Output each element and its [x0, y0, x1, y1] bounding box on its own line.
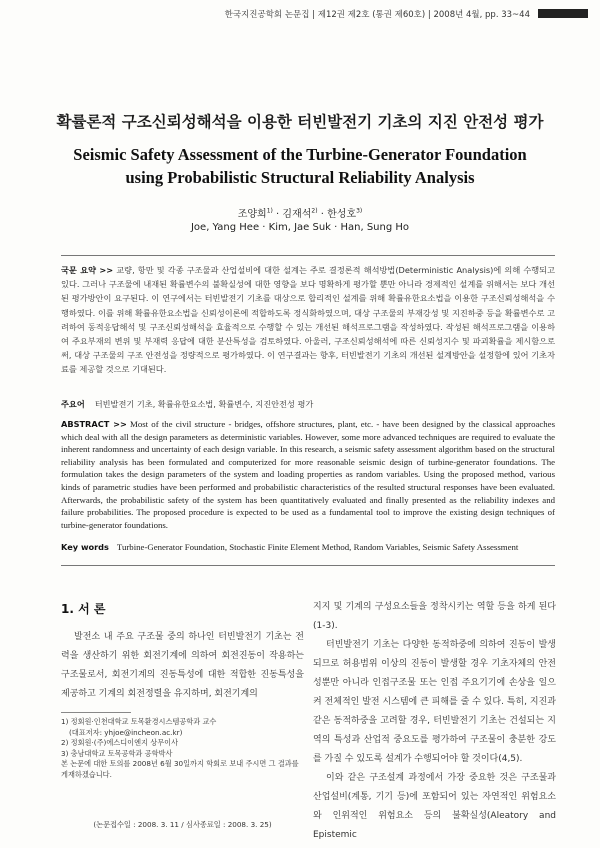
- author-name: 한성호: [327, 209, 357, 220]
- footnotes: [61, 717, 304, 781]
- author-name: 조양희: [237, 209, 267, 220]
- author-name: 김재석: [282, 209, 312, 220]
- body-paragraph: 이와 같은 구조설계 과정에서 가장 중요한 것은 구조물과 산업설비(계통, 기기 등)에 포함되어 있는 자연적인 위험요소와 인위적인 위험요소 등의 불확실성(Aleatory and Epistemic: [313, 773, 556, 840]
- authors-english: Joe, Yang Hee · Kim, Jae Suk · Han, Sung Ho: [190, 222, 410, 233]
- keywords-korean: [61, 399, 555, 410]
- abstract-divider: [61, 255, 555, 256]
- keywords-english-lead: Key words: [61, 542, 109, 552]
- footnote: (대표저자: yhjoe@incheon.ac.kr): [69, 727, 183, 737]
- keywords-korean-text: 터빈발전기 기초, 확률유한요소법, 확률변수, 지진안전성 평가: [94, 399, 314, 409]
- title-english-line2: using Probabilistic Structural Reliability Analysis: [125, 168, 475, 187]
- author-mark: 1): [266, 207, 273, 215]
- keywords-korean-lead: 주요어: [61, 399, 85, 409]
- footnote-divider: [61, 712, 131, 713]
- title-english-line1: Seismic Safety Assessment of the Turbine-Generator Foundation: [73, 145, 527, 164]
- footnote: 2) 정회원·(주)에스디이엔지 상무이사: [61, 738, 179, 748]
- keywords-english-text: Turbine-Generator Foundation, Stochastic Finite Element Method, Random Variables, Seismic Safety Assessment: [116, 542, 519, 552]
- body-paragraph: 터빈발전기 기초는 다양한 동적하중에 의하여 진동이 발생되므로 허용범위 이상의 진동이 발생할 경우 기초자체의 안전성뿐만 아니라 인접구조물 또는 인접 주요기기에 손상을 일으켜 전체적인 발전 시스템에 큰 피해를 줄 수 있다. 특히, 지진과 같은 동적하중을 고려할 경우, 터빈발전기 기초는 건설되는 지역의 특성과 산업적 중요도를 평가하여 구조물이 충분한 강도를 가질 수 있도록 설계가 수행되어야 할 것이다(4,5).: [313, 640, 556, 764]
- title-korean: 확률론적 구조신뢰성해석을 이용한 터빈발전기 기초의 지진 안전성 평가: [56, 113, 544, 131]
- author-mark: 3): [356, 207, 363, 215]
- authors-korean: [0, 205, 600, 220]
- abstract-korean: [61, 263, 555, 377]
- abstract-english-lead: ABSTRACT >>: [61, 419, 127, 429]
- title-english: [40, 143, 560, 189]
- abstract-english-text: Most of the civil structure - bridges, offshore structures, plant, etc. - have been designed by the classical approaches which deal with all the design parameters as deterministic variables. However, some more advanced techniques are required to evaluate the inherent randomness and uncertainty of each design variable. In this research, a seismic safety assessment algorithm based on the structural reliability analysis has been formulated and computerized for more reasonable seismic design of turbine-generator foundations. The formulation takes the design parameters of the system and loading properties as random variables. Using the proposed method, various kinds of parametric studies have been performed and probabilistic characteristics of the resulted structural responses have been evaluated. Afterwards, the probabilistic safety of the system has been quantitatively evaluated and finally presented as the reliability indexes and failure probabilities. The proposed procedure is expected to be used as a fundamental tool to improve the existing design techniques of turbine-generator foundations.: [61, 419, 555, 530]
- abstract-korean-lead: 국문 요약 >>: [61, 265, 114, 275]
- body-right-column: [313, 598, 556, 845]
- author-separator: ·: [272, 209, 283, 220]
- body-paragraph: 지지 및 기계의 구성요소들을 정착시키는 역할 등을 하게 된다(1-3).: [313, 602, 556, 631]
- abstract-english: [61, 418, 555, 531]
- author-separator: ·: [317, 209, 328, 220]
- footnote: 1) 정회원·인천대학교 토목환경시스템공학과 교수: [61, 717, 217, 726]
- submission-dates: (논문접수일 : 2008. 3. 11 / 심사종료일 : 2008. 3. 25): [93, 820, 272, 829]
- section-title: 1. 서 론: [61, 602, 106, 616]
- footnote-note: 본 논문에 대한 토의를 2008년 6월 30일까지 학회로 보내 주시면 그 결과를 게재하겠습니다.: [61, 759, 299, 779]
- body-left-paragraph: 발전소 내 주요 구조물 중의 하나인 터빈발전기 기초는 전력을 생산하기 위한 회전기계에 의하여 회전진동이 작용하는 구조물로서, 회전기계의 진동특성에 대한 적합한 진동특성을 제공하고 기계의 회전정렬을 유지하며, 회전기계의: [61, 632, 304, 699]
- author-mark: 2): [311, 207, 318, 215]
- keywords-english: [61, 542, 555, 552]
- abstract-korean-text: 교량, 항만 및 각종 구조물과 산업설비에 대한 설계는 주로 결정론적 해석방법(Deterministic Analysis)에 의해 수행되고 있다. 그러나 구조물에 내재된 확률변수의 불확실성에 대한 영향을 보다 명확하게 평가할 뿐만 아니라 경제적인 설계를 위해서는 보다 개선된 평가방안이 요구된다. 이 연구에서는 터빈발전기 기초를 대상으로 합리적인 설계를 위해 확률유한요소법을 이용한 구조신뢰성해석을 수행하였다. 이를 위해 확률유한요소법을 신뢰성이론에 적합하도록 정식화하였으며, 대상 구조물의 부재강성 및 지진하중 등을 확률변수로 고려하여 동적응답해석 및 구조신뢰성해석을 효율적으로 수행할 수 있는 개선된 해석프로그램을 작성하였다. 작성된 해석프로그램을 이용하여 주요부재의 변위 및 부재력 응답에 대한 분산특성을 검토하였다. 아울러, 구조신뢰성해석에 따른 신뢰성지수 및 파괴확률을 제시함으로써, 대상 구조물의 구조 안전성을 정량적으로 평가하였다. 이 연구결과는 향후, 터빈발전기 기초의 개선된 설계방안을 설정함에 있어 기초자료를 제공할 것으로 기대된다.: [61, 265, 555, 375]
- header-bar: [538, 9, 588, 18]
- footnote: 3) 충남대학교 토목공학과 공학박사: [61, 748, 173, 758]
- abstract-bottom-divider: [61, 565, 555, 566]
- running-title: 한국지진공학회 논문집 | 제12권 제2호 (통권 제60호) | 2008년 4월, pp. 33~44: [224, 10, 530, 20]
